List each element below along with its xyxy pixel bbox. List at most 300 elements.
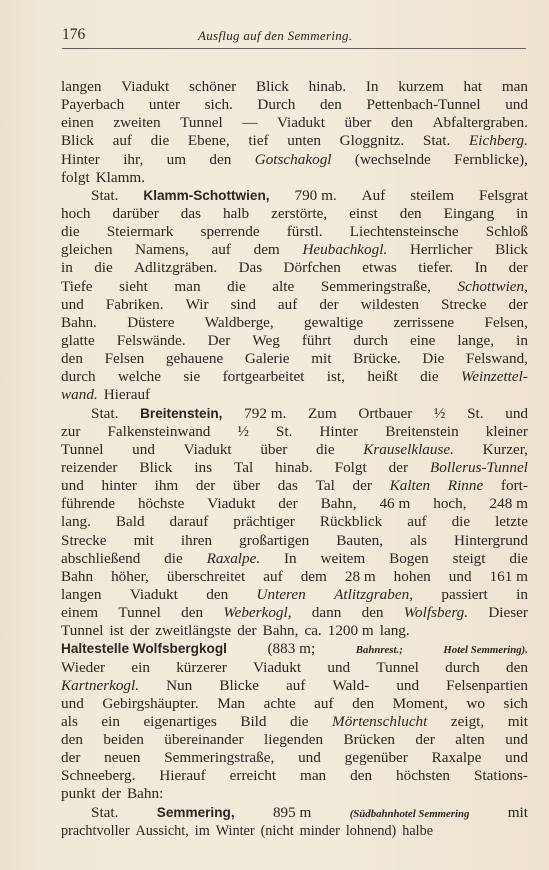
word: wand. (61, 386, 98, 404)
word: Raxalpe. (206, 549, 261, 567)
text-line (61, 767, 528, 785)
word: Brücke. (353, 350, 401, 368)
word: langen (61, 585, 102, 603)
word: 46 m (379, 495, 411, 513)
word: und (505, 749, 528, 767)
word: als (61, 712, 78, 730)
word: St. (275, 422, 293, 440)
word: wo (466, 694, 485, 712)
word: Felsen (104, 350, 145, 368)
word: Haltestelle Wolfsbergkogl (61, 641, 227, 657)
word: und (61, 694, 84, 712)
word: steilem (410, 186, 455, 204)
word: der (415, 731, 435, 749)
word: welche (117, 368, 161, 386)
word: der (195, 477, 216, 495)
page-header (62, 26, 526, 46)
word: Blick (61, 132, 94, 150)
word: ihr, (123, 150, 144, 168)
word: auf (211, 241, 231, 259)
word: Auf (361, 186, 386, 204)
word: das (180, 204, 202, 222)
word: Falkensteinwand (107, 422, 211, 440)
word: Blick (139, 458, 173, 476)
word: den (61, 731, 83, 749)
text-line (61, 259, 528, 277)
word: beiden (103, 731, 144, 749)
word: wildesten (360, 295, 419, 313)
word: liegenden (264, 731, 324, 749)
word: heißt (367, 368, 398, 386)
word: Felsenpartien (446, 676, 528, 694)
word: ein (101, 712, 120, 730)
word: fort- (500, 477, 528, 495)
word: (wechselnde (354, 150, 431, 168)
text-line (61, 386, 528, 404)
word: höher, (111, 567, 149, 585)
word: das (277, 477, 298, 495)
word: ist (109, 622, 124, 640)
word: die (164, 549, 183, 567)
word: darüber (112, 204, 159, 222)
word: 161 m (489, 567, 528, 585)
word: einem (61, 604, 99, 622)
word: Unteren (256, 585, 306, 603)
word: der (237, 622, 257, 640)
text-line (61, 532, 528, 550)
word: Schottwien, (457, 277, 528, 295)
word: Fernblicke), (454, 150, 528, 168)
word: ihren (180, 531, 213, 549)
word: In (474, 259, 488, 277)
word: Rinne (447, 477, 484, 495)
word: Viadukt (276, 114, 325, 132)
word: zerrissene (393, 313, 455, 331)
word: auf (277, 295, 298, 313)
word: ihm (154, 477, 179, 495)
word: der (129, 622, 150, 640)
word: minder (299, 822, 340, 839)
word: Gotschakogl (254, 150, 332, 168)
word: hoch (61, 204, 91, 222)
text-line (61, 477, 528, 495)
word: Tiefe (61, 277, 93, 295)
text-line (61, 568, 528, 586)
word: Raxalpe (431, 749, 482, 767)
text-line (61, 350, 528, 368)
word: höchsten (396, 767, 450, 785)
word: 28 m (344, 567, 376, 585)
word: zweitlängste (155, 622, 232, 640)
word: Weg (252, 331, 280, 349)
word: Winter (215, 822, 255, 839)
word: Brücken (343, 731, 395, 749)
word: Wieder (61, 658, 106, 676)
text-line (61, 640, 528, 658)
word: den (350, 767, 373, 785)
word: Adlitzgräben. (134, 259, 218, 277)
word: ca. (304, 622, 322, 640)
word: mit (311, 350, 332, 368)
word: übereinander (164, 731, 244, 749)
word: passiert (441, 585, 488, 603)
word: eine (410, 331, 436, 349)
word: Bogen (389, 549, 429, 567)
word: Wolfsberg. (403, 604, 469, 622)
word: zeigt, (450, 712, 485, 730)
text-line (61, 96, 528, 114)
word: ½ (434, 404, 446, 422)
word: Wald- (332, 676, 370, 694)
word: Der (207, 331, 231, 349)
text-line (61, 459, 528, 477)
word: Moment, (392, 694, 448, 712)
word: Das (238, 259, 263, 277)
word: auf (263, 567, 283, 585)
word: der (508, 295, 528, 313)
word: Hintergrund (454, 531, 528, 549)
word: letzte (495, 513, 528, 531)
text-line (61, 822, 528, 840)
word: alten (455, 731, 485, 749)
word: mit (507, 712, 528, 730)
word: überschreitet (166, 567, 246, 585)
word: der (101, 785, 122, 803)
word: die (509, 549, 528, 567)
word: und (396, 676, 420, 694)
word: gewaltige (304, 313, 364, 331)
word: durch (445, 658, 480, 676)
word: und (327, 658, 351, 676)
word: Strecke (440, 295, 487, 313)
word: tief (248, 132, 269, 150)
word: Atlitzgraben, (334, 585, 413, 603)
word: St. (467, 404, 484, 422)
word: Klamm. (95, 168, 146, 186)
word: hinter (101, 477, 137, 495)
word: Fabriken. (105, 295, 164, 313)
word: steigt (452, 549, 486, 567)
word: Düstere (127, 313, 175, 331)
word: sie (183, 368, 201, 386)
word: um (166, 150, 187, 168)
word: ist, (326, 368, 345, 386)
word: Blicke (219, 676, 259, 694)
text-line (61, 677, 528, 695)
word: Gebirgshäupter. (102, 694, 199, 712)
word: der (319, 295, 339, 313)
word: Abfaltergraben. (432, 114, 528, 132)
text-line (61, 132, 528, 150)
word: kürzerer (176, 658, 227, 676)
word: Tunnel (61, 622, 104, 640)
word: und (132, 440, 155, 458)
word: lange, (457, 331, 495, 349)
word: Semmeringstraße, (164, 749, 275, 767)
word: Hierauf (103, 386, 151, 404)
word: lang. (379, 622, 410, 640)
word: Tunnel (180, 114, 223, 132)
word: mit (507, 803, 528, 821)
word: Kalten (389, 477, 431, 495)
text-line (61, 368, 528, 386)
word: der (508, 259, 528, 277)
word: ½ (237, 422, 249, 440)
word: eigenartiges (143, 712, 217, 730)
word: und (61, 295, 84, 313)
word: unter (148, 96, 181, 114)
word: halbe (402, 822, 434, 839)
word: Bollerus-Tunnel (430, 458, 528, 476)
word: sich. (204, 96, 233, 114)
word: lohnend) (345, 822, 397, 839)
word: Kurzer, (482, 440, 528, 458)
word: den (399, 204, 422, 222)
text-line (61, 604, 528, 622)
running-title: Ausflug auf den Semmering. (198, 28, 353, 43)
word: zur (61, 422, 81, 440)
word: die (451, 513, 471, 531)
word: den (361, 604, 384, 622)
word: Aussicht, (135, 822, 189, 839)
word: kleiner (485, 422, 528, 440)
word: den (181, 604, 204, 622)
word: Hinter (61, 150, 100, 168)
word: Semmeringstraße, (320, 277, 431, 295)
header-rule (62, 48, 526, 49)
text-line (61, 586, 528, 604)
word: Liechtensteinsche (349, 223, 459, 241)
word: sperrende (200, 223, 260, 241)
word: und (505, 404, 528, 422)
word: Ortbauer (358, 404, 413, 422)
word: halb (222, 204, 250, 222)
word: fortgearbeitet (222, 368, 305, 386)
word: folgt (61, 168, 90, 186)
word: Stat. (91, 186, 119, 204)
word: Man (217, 694, 246, 712)
word: die (150, 132, 170, 150)
word: Tal (315, 477, 335, 495)
word: weitem (320, 549, 366, 567)
word: Bahn, (262, 622, 299, 640)
text-line (61, 114, 528, 132)
word: Dieser (488, 604, 528, 622)
word: durch (61, 368, 96, 386)
word: Tunnel (61, 440, 104, 458)
word: die (420, 368, 439, 386)
word: und (505, 731, 528, 749)
word: Hotel Semmering). (443, 644, 528, 657)
word: dem (253, 241, 280, 259)
text-line (61, 405, 528, 423)
word: die (227, 277, 246, 295)
word: Mörtenschlucht (332, 712, 428, 730)
word: 1200 m (327, 622, 374, 640)
word: mit (133, 531, 154, 549)
word: tiefer. (418, 259, 454, 277)
word: Eingang (443, 204, 495, 222)
word: — (242, 114, 258, 132)
word: Pettenbach-Tunnel (366, 96, 481, 114)
word: Viadukt (183, 440, 232, 458)
word: in (516, 585, 528, 603)
word: Tunnel (376, 658, 419, 676)
word: hinab. (308, 78, 347, 95)
text-line (61, 622, 528, 640)
word: zweiten (113, 114, 161, 132)
text-line (61, 695, 528, 713)
word: Felsgrat (479, 186, 528, 204)
word: ein (131, 658, 150, 676)
word: (883 m; (267, 640, 316, 658)
word: Schneeberg. (61, 767, 136, 785)
word: Blick (495, 241, 528, 259)
word: als (410, 531, 427, 549)
word: Strecke (61, 531, 107, 549)
word: Viadukt (129, 585, 178, 603)
word: den (209, 150, 232, 168)
word: In (365, 78, 379, 95)
word: der (388, 458, 409, 476)
word: Bahnrest.; (355, 644, 403, 657)
word: Herrlicher (409, 241, 473, 259)
word: etwas (362, 259, 397, 277)
text-line (61, 749, 528, 767)
word: über (233, 477, 261, 495)
word: und (505, 96, 528, 114)
word: Breitenstein (385, 422, 459, 440)
text-line (61, 713, 528, 731)
word: Kartnerkogl. (61, 676, 140, 694)
word: Bahn (61, 567, 94, 585)
word: (Südbahnhotel Semmering (349, 807, 470, 820)
word: höchste (137, 495, 185, 513)
word: Felswände. (116, 331, 186, 349)
word: neuen (104, 749, 141, 767)
word: Namens, (135, 241, 189, 259)
word: man (501, 78, 528, 95)
text-line (61, 731, 528, 749)
word: Weinzettel- (461, 368, 528, 386)
word: Bahn: (127, 785, 164, 803)
page-number: 176 (62, 26, 86, 43)
word: Blick (255, 78, 289, 95)
word: Galerie (244, 350, 290, 368)
word: den (206, 585, 229, 603)
word: Bahn. (61, 313, 97, 331)
word: fürstl. (286, 223, 323, 241)
word: auf (286, 676, 306, 694)
text-line (61, 332, 528, 350)
word: in (61, 259, 73, 277)
word: zerstörte, (271, 204, 328, 222)
word: reizender (61, 458, 118, 476)
word: Viadukt (253, 658, 302, 676)
word: lang. (61, 513, 91, 531)
word: den (352, 694, 375, 712)
text-line (61, 804, 528, 822)
word: in (516, 331, 528, 349)
word: 792 m. (244, 404, 287, 422)
word: der (352, 477, 372, 495)
text-line (61, 423, 528, 441)
word: Viadukt (121, 78, 170, 95)
word: Stat. (422, 132, 451, 150)
text-line (61, 241, 528, 259)
word: Rückblick (319, 513, 383, 531)
word: in (516, 204, 528, 222)
word: kurzem (398, 78, 444, 95)
word: Ebene, (187, 132, 230, 150)
word: Payerbach (61, 96, 125, 114)
word: gleichen (61, 241, 113, 259)
word: einen (61, 114, 94, 132)
word: dann (311, 604, 342, 622)
word: auf (314, 694, 334, 712)
body-text (61, 78, 528, 840)
word: darauf (169, 513, 209, 531)
text-line (61, 441, 528, 459)
text-line (61, 187, 528, 205)
word: Semmering, (156, 804, 235, 820)
word: alte (272, 277, 295, 295)
word: Felsen, (484, 313, 528, 331)
text-line (61, 78, 528, 96)
word: gegenüber (344, 749, 408, 767)
word: Die (422, 350, 445, 368)
word: Dörfchen (283, 259, 341, 277)
word: hohen (393, 567, 431, 585)
word: die (94, 259, 113, 277)
word: sind (230, 295, 256, 313)
word: auf (112, 132, 132, 150)
text-line (61, 785, 528, 803)
word: die (289, 712, 309, 730)
word: Waldberge, (204, 313, 274, 331)
word: Durch (257, 96, 296, 114)
word: punkt (61, 785, 96, 803)
word: Folgt (334, 458, 367, 476)
word: achte (263, 694, 296, 712)
word: Zum (308, 404, 337, 422)
word: (nicht (260, 822, 294, 839)
word: im (194, 822, 210, 839)
text-line (61, 151, 528, 169)
word: schöner (188, 78, 237, 95)
text-line (61, 205, 528, 223)
word: 248 m (489, 495, 528, 513)
word: hinab. (275, 458, 313, 476)
word: Stat. (91, 404, 119, 422)
word: führt (301, 331, 332, 349)
text-line (61, 278, 528, 296)
text-line (61, 550, 528, 568)
word: über (260, 440, 288, 458)
word: führende (61, 495, 115, 513)
word: dem (300, 567, 327, 585)
word: und (61, 477, 84, 495)
text-line (61, 223, 528, 241)
text-line (61, 513, 528, 531)
word: In (284, 549, 297, 567)
word: und (448, 567, 472, 585)
word: prächtiger (233, 513, 295, 531)
word: ins (194, 458, 213, 476)
word: den (61, 350, 83, 368)
word: erreicht (229, 767, 277, 785)
word: der (61, 749, 81, 767)
